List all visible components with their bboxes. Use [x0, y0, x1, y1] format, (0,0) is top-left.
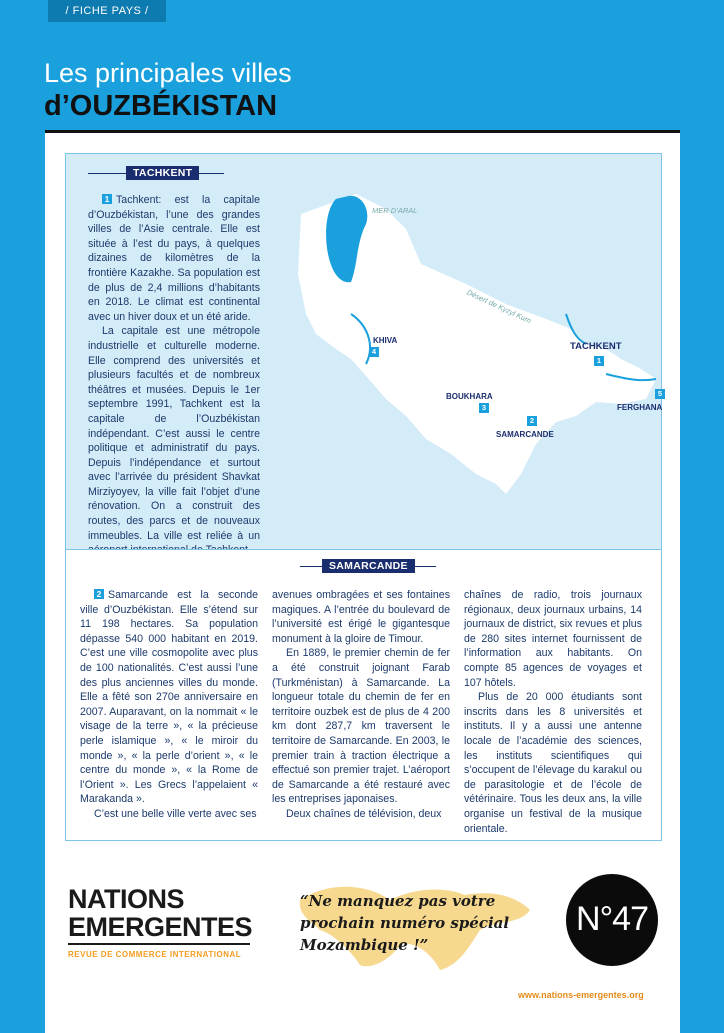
map-num-tachkent: 1	[594, 356, 604, 366]
map-num-samarcande: 2	[527, 416, 537, 426]
map-city-ferghana: FERGHANA	[617, 403, 663, 412]
brand-logo-line2	[68, 912, 252, 943]
article-number-badge: 1	[102, 194, 112, 204]
samarcande-column-3	[464, 588, 642, 836]
brand-logo-text1: NATIONS	[68, 884, 184, 914]
map-desert-label: Désert de Kyzyl Kum	[465, 287, 533, 326]
samarcande-col2-paragraph-2: En 1889, le premier chemin de fer a été construit joignant Farab (Turkménistan) à Samarcande. La longueur totale du chemin de fer en territoire ouzbek est de plus de 4 200 km dont 287,7 km traversent le territoire de Samarcande. En 2003, le premier train à traction électrique a effectué son premier trajet. L’aéroport de Samarcande a été restauré avec les entreprises japonaises.	[272, 647, 450, 806]
brand-tagline: REVUE DE COMMERCE INTERNATIONAL	[68, 950, 242, 959]
section-tag: / FICHE PAYS /	[48, 0, 166, 22]
logo-rule	[68, 943, 250, 945]
samarcande-col1-paragraph-1: Samarcande est la seconde ville d’Ouzbékistan. Elle s’étend sur 11 198 hectares. Sa population dépasse 540 000 habitant en 2019. C’est une ville cosmopolite avec plus de 100 nationalités. C’est aussi l’une des plus anciennes villes du monde. Elle a fêté son 270e anniversaire en 2007. Auparavant, on la nommait « le visage de la terre », « la précieuse perle islamique », « le miroir du monde », « la perle d’orient », « le centre du monde », « la Rome de l’Orient ». Les Grecs l’appelaient « Marakanda ».	[80, 589, 258, 806]
map-aral-label: MER D’ARAL	[372, 206, 418, 215]
brand-logo-line1	[68, 884, 184, 915]
tachkent-paragraph-2: La capitale est une métropole industrielle et culturelle moderne. Elle comprend des universités et plusieurs facultés et de nombreux théâtres et musées. Depuis le 1er septembre 1991, Tachkent est la capitale de l’Ouzbékistan indépendant. C’est aussi le centre politique et administratif du pays. Depuis l’indépendance et surtout avec l’arrivée du président Shavkat Mirziyoyev, la ville fait l’objet d’une rénovation. On a construit des routes, des parcs et de nouveaux immeubles. La ville est reliée à un	[88, 325, 260, 542]
map-num-boukhara: 3	[479, 403, 489, 413]
map-city-tachkent: TACHKENT	[570, 341, 622, 352]
tachkent-paragraph-1: Tachkent: est la capitale d’Ouzbékistan, l’une des grandes villes de l’Asie centrale. Elle est située à l’est du pays, à quelques dizaines de kilomètres de la frontière Kazakhe. Sa population est de plus de 2,4 millions d’habitants en 2018. Le climat est continental avec un hiver doux et un été aride.	[88, 194, 260, 323]
samarcande-col3-paragraph-2: Plus de 20 000 étudiants sont inscrits dans les 8 universités et instituts. Il y a aussi une antenne locale de l’académie des sciences, les instituts scientifiques qui s’occupent de l’élevage du karakul ou de parasitologie et de l’école de vétérinaire. Tous les deux ans, la ville organise un festival de la musique orientale.	[464, 691, 642, 835]
issue-number: N°47	[576, 900, 648, 938]
issue-badge	[566, 874, 658, 966]
samarcande-col2-paragraph-1: avenues ombragées et ses fontaines magiques. A l’entrée du boulevard de l’université est érigé le gigantesque monument à la gloire de Timour.	[272, 589, 450, 645]
map-city-khiva: KHIVA	[373, 336, 398, 345]
section-label-samarcande: SAMARCANDE	[322, 559, 415, 573]
promo-quote: “Ne manquez pas votre prochain numéro spécial Mozambique !”	[300, 892, 510, 954]
website-link[interactable]: www.nations-emergentes.org	[518, 990, 644, 1000]
page-title-line2: d’OUZBÉKISTAN	[44, 90, 278, 122]
map-city-samarcande: SAMARCANDE	[496, 430, 554, 439]
samarcande-col3-paragraph-1: chaînes de radio, trois journaux régionaux, deux journaux urbains, 14 journaux de district, six revues et plus de 280 sites internet fournissent de l’information aux habitants. On compte 85 agences de voyages et 107 hôtels.	[464, 589, 642, 689]
section-label-tachkent: TACHKENT	[126, 166, 199, 180]
samarcande-col2-paragraph-3: Deux chaînes de télévision, deux	[286, 807, 442, 820]
samarcande-col1-paragraph-2: C’est une belle ville verte avec ses	[94, 807, 257, 820]
map-num-khiva: 4	[369, 347, 379, 357]
samarcande-column-2	[272, 588, 450, 822]
tachkent-article	[88, 193, 260, 558]
article-number-badge: 2	[94, 589, 104, 599]
map-city-boukhara: BOUKHARA	[446, 392, 493, 401]
map-num-ferghana: 5	[655, 389, 665, 399]
page-title-line1: Les principales villes	[44, 58, 292, 88]
samarcande-column-1	[80, 588, 258, 822]
brand-logo-text2: EMERGENTES	[68, 912, 253, 942]
